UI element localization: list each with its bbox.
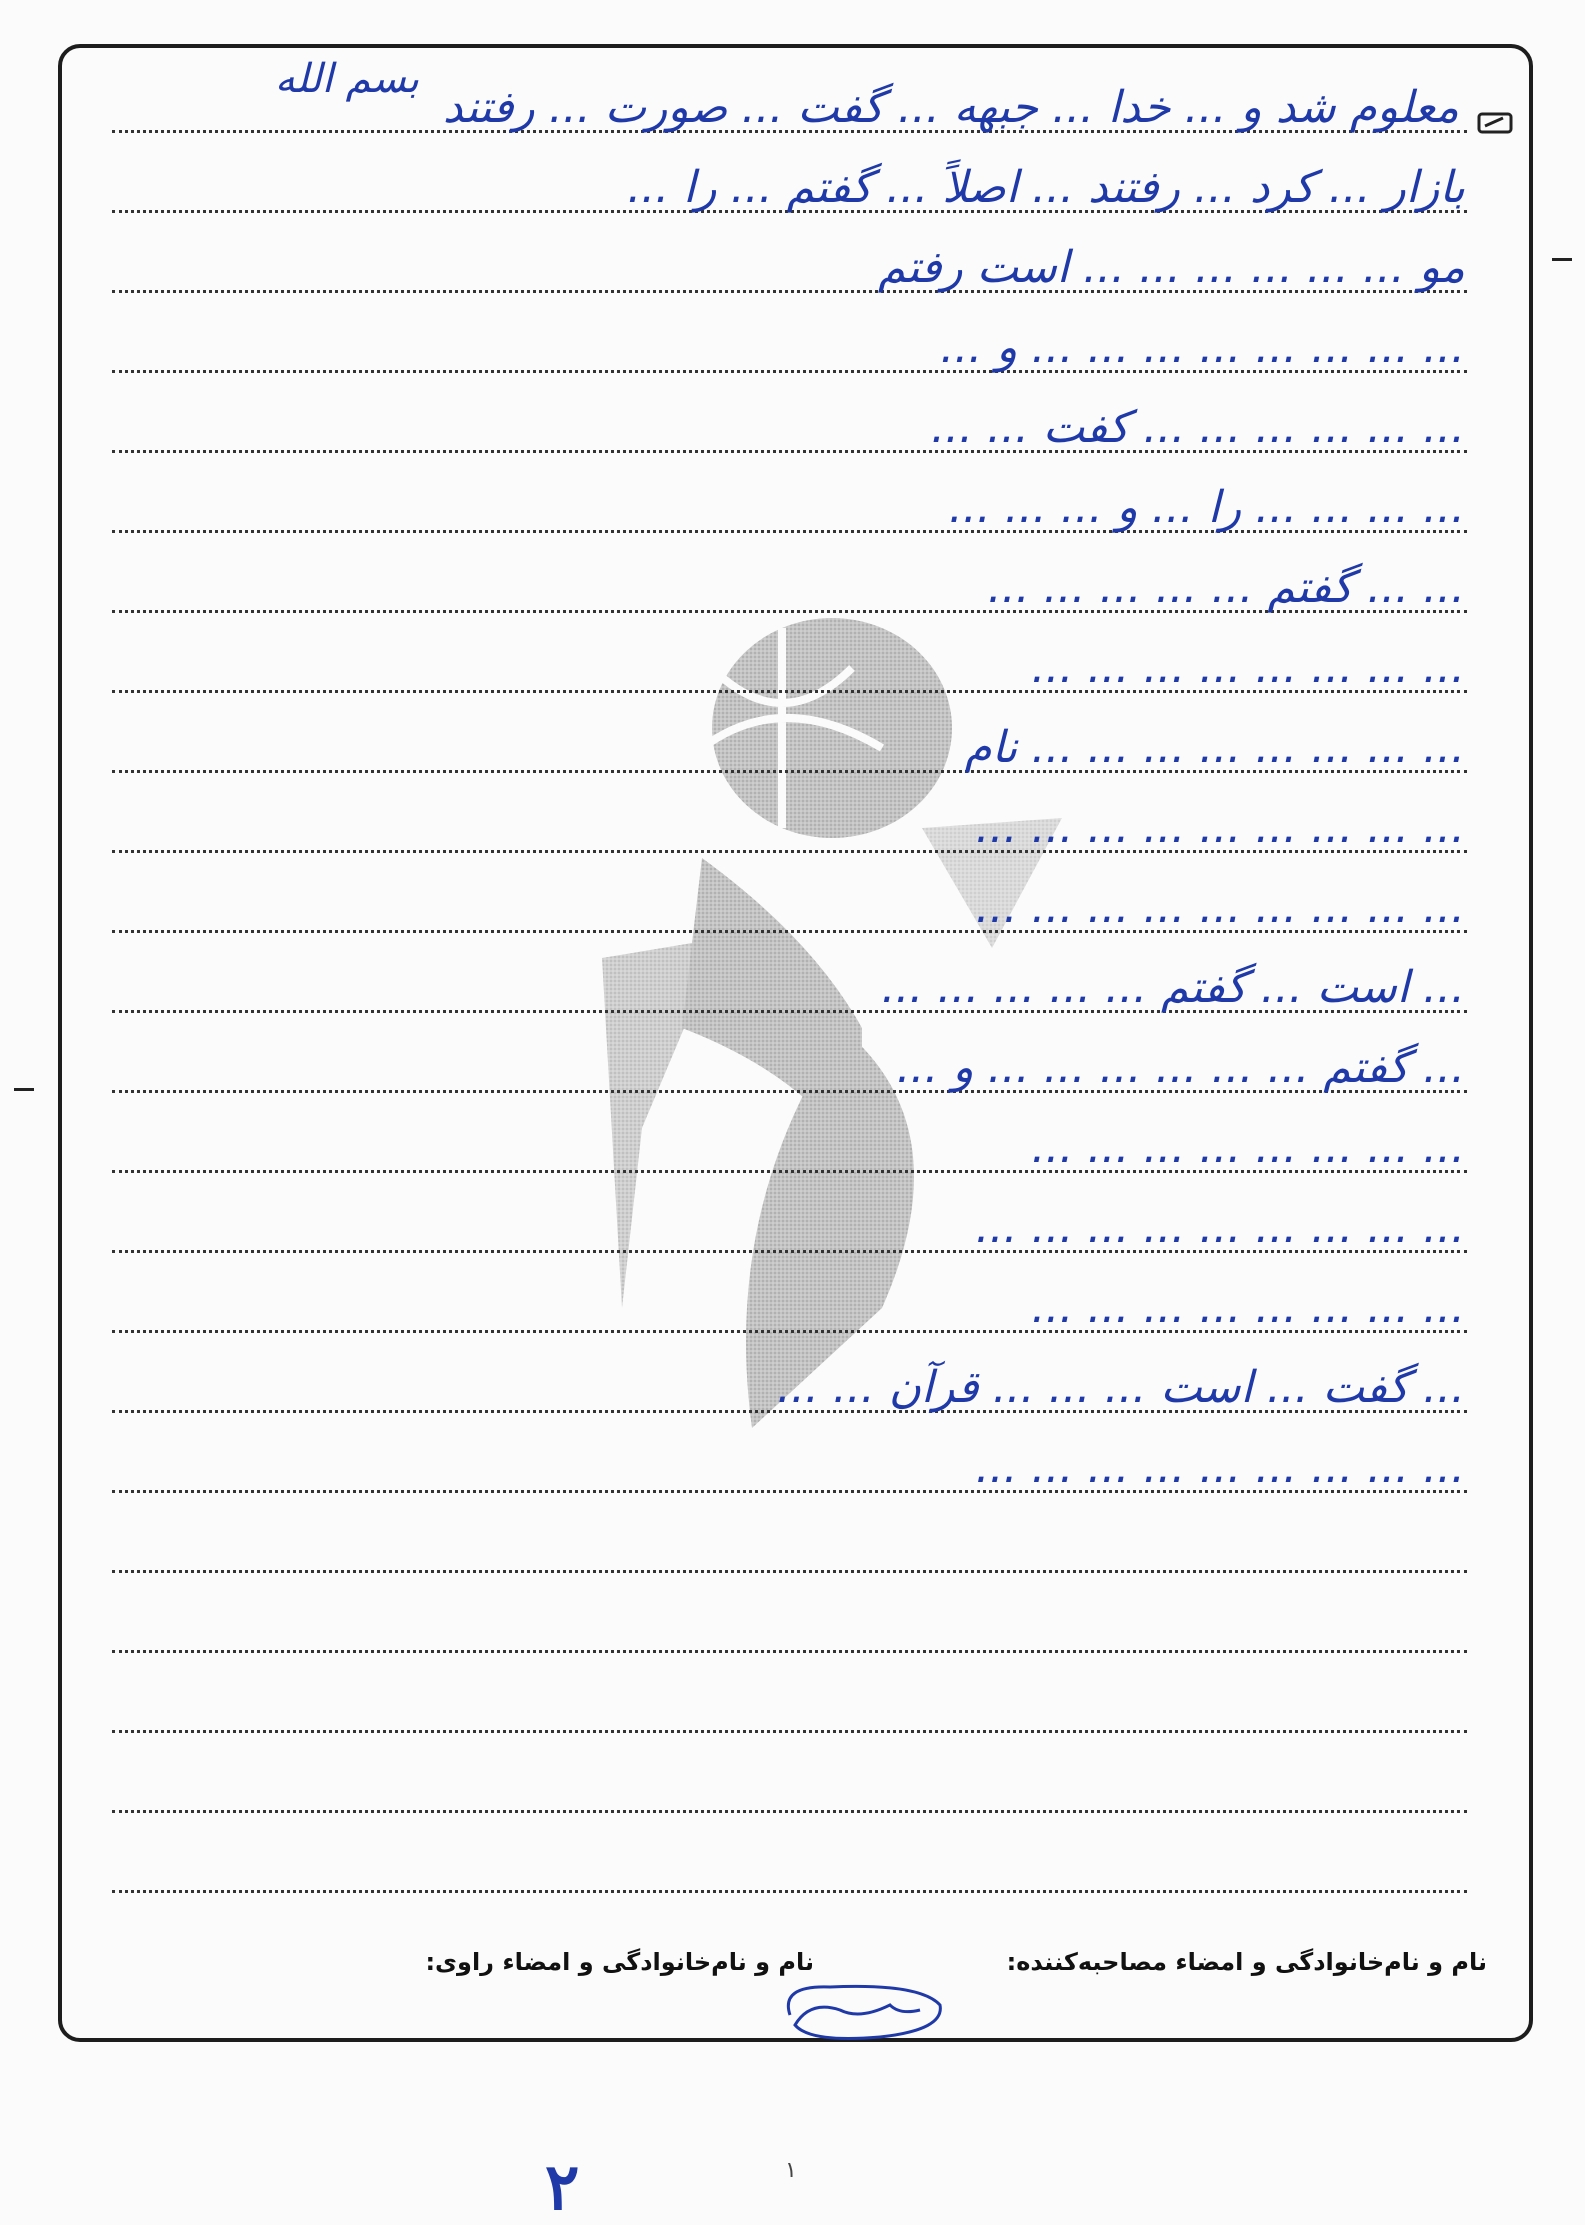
ruled-line	[112, 1730, 1467, 1733]
page-mark: ۱	[785, 2158, 797, 2183]
handwritten-line: ... ... ... ... ... ... ... ... ...	[975, 1442, 1465, 1493]
handwritten-line: ... گفتم ... ... ... ... ... ... و ...	[896, 1042, 1465, 1093]
handwritten-line: بازار ... کرد ... رفتند ... اصلاً ... گفتم ... را ...	[627, 162, 1465, 213]
margin-tick	[1552, 258, 1572, 261]
handwritten-line: ... گفت ... است ... ... ... قرآن ... ...	[776, 1362, 1465, 1413]
handwritten-line: ... است ... گفتم ... ... ... ... ...	[881, 962, 1465, 1013]
handwritten-line: ... ... ... ... ... ... ... ... و ...	[940, 322, 1465, 373]
handwritten-line: ... ... ... ... ... ... ... ... ...	[975, 1202, 1465, 1253]
handwritten-line: ... ... ... ... ... ... ... ...	[1031, 1122, 1465, 1173]
handwritten-line: ... ... ... ... ... ... ... ...	[1031, 1282, 1465, 1333]
handwritten-line: ... ... ... ... ... ... ... ... نام	[964, 722, 1465, 773]
page-number: ۲	[545, 2150, 580, 2225]
handwritten-line: ... ... ... ... ... ... کفت ... ...	[931, 402, 1465, 453]
margin-tick	[14, 1088, 34, 1091]
ruled-line	[112, 1570, 1467, 1573]
ruled-line	[112, 1650, 1467, 1653]
handwritten-line: ... ... ... ... ... ... ... ...	[1031, 642, 1465, 693]
handwritten-line: معلوم شد و ... خدا ... جبهه ... گفت ... صورت ... رفتند	[442, 82, 1459, 133]
handwritten-line: ... ... گفتم ... ... ... ... ...	[987, 562, 1465, 613]
page-frame	[58, 44, 1533, 2042]
handwritten-line: مو ... ... ... ... ... ... است رفتم	[877, 242, 1465, 293]
signature-mark	[770, 1975, 960, 2045]
handwritten-line: ... ... ... ... را ... و ... ... ...	[948, 482, 1465, 533]
ruled-line	[112, 1890, 1467, 1893]
margin-note: بسم الله	[274, 56, 419, 102]
handwritten-line: ... ... ... ... ... ... ... ... ...	[975, 882, 1465, 933]
narrator-label: نام و نام‌خانوادگی و امضاء راوی:	[425, 1948, 814, 1976]
interviewer-label: نام و نام‌خانوادگی و امضاء مصاحبه‌کننده:	[1006, 1948, 1487, 1976]
ruled-line	[112, 1810, 1467, 1813]
handwritten-line: ... ... ... ... ... ... ... ... ...	[975, 802, 1465, 853]
